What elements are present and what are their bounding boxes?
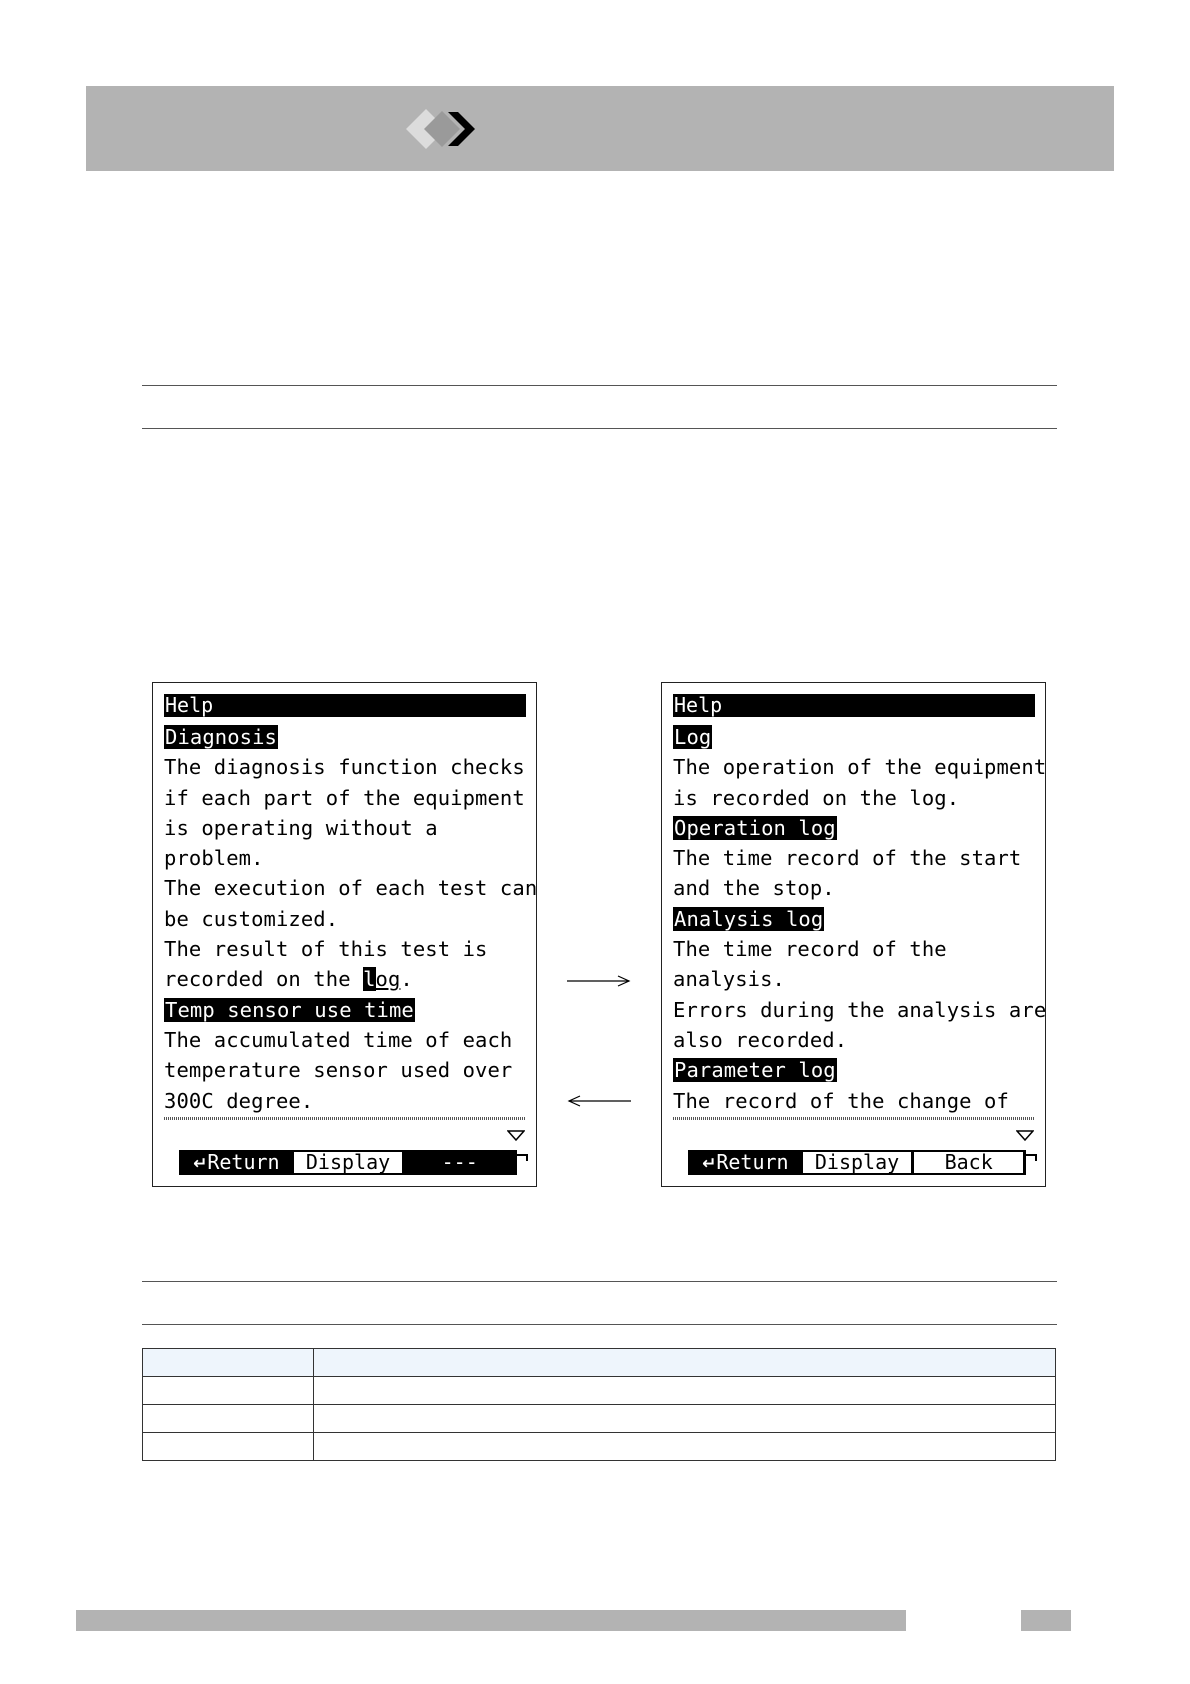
triangle-down-icon[interactable] <box>1016 1130 1034 1142</box>
softkey-bar <box>688 1150 1026 1175</box>
lcd-topic-heading: Log <box>674 725 712 749</box>
lcd-topic-heading: Operation log <box>674 815 836 840</box>
lcd-topic-heading: Analysis log <box>674 906 824 931</box>
softkey-label: Display <box>305 1150 391 1174</box>
section-rule-top-1 <box>142 385 1057 386</box>
lcd-screen-diagnosis-help <box>152 682 537 1187</box>
lcd-text-line <box>164 843 537 873</box>
lcd-text-line <box>164 783 537 813</box>
lcd-text-line <box>673 995 1046 1025</box>
lcd-text-line <box>673 904 1046 934</box>
table-cell <box>143 1405 314 1433</box>
lcd-text-line <box>164 1025 537 1055</box>
lcd-text: The operation of the equipment <box>673 755 1047 780</box>
lcd-text: is operating without a <box>164 815 438 840</box>
arrow-right-icon <box>566 974 632 988</box>
lcd-text-line <box>164 1055 537 1085</box>
lcd-text-line <box>673 1055 1046 1085</box>
softkey-display-button[interactable] <box>803 1152 912 1173</box>
lcd-text-line <box>164 752 537 782</box>
table-header-cell <box>143 1349 314 1377</box>
lcd-text: also recorded. <box>673 1027 848 1052</box>
lcd-text: Errors during the analysis are <box>673 997 1047 1022</box>
lcd-text-line <box>164 873 537 903</box>
lcd-text-line <box>673 873 1046 903</box>
softkey-bar <box>179 1150 517 1175</box>
lcd-text-line <box>164 813 537 843</box>
lcd-text: The diagnosis function checks <box>164 755 525 780</box>
lcd-topic-heading: Diagnosis <box>165 725 277 749</box>
softkey-label: Back <box>944 1150 993 1174</box>
lcd-text-line <box>673 964 1046 994</box>
lcd-text-area <box>164 722 537 1116</box>
lcd-text: The accumulated time of each <box>164 1027 513 1052</box>
lcd-cursor[interactable]: l <box>363 967 376 992</box>
softkey-display-button[interactable] <box>294 1152 403 1173</box>
softkey-back-button[interactable] <box>914 1152 1023 1173</box>
lcd-text: 300C degree. <box>164 1088 314 1113</box>
table-header-row <box>143 1349 1056 1377</box>
lcd-topic-heading: Parameter log <box>674 1058 836 1083</box>
lcd-text: if each part of the equipment <box>164 785 525 810</box>
lcd-text-line <box>164 722 537 752</box>
section-rule-top-2 <box>142 428 1057 429</box>
triangle-down-icon[interactable] <box>507 1130 525 1142</box>
softkey-label: Return <box>716 1150 789 1174</box>
lcd-text-line <box>673 722 1046 752</box>
softkey-return-button[interactable] <box>182 1152 291 1173</box>
lcd-divider <box>164 1117 526 1120</box>
lcd-text-line <box>164 904 537 934</box>
softbar-corner <box>514 1153 528 1169</box>
lcd-screen-log-help <box>661 682 1046 1187</box>
doc-table <box>142 1348 1056 1461</box>
lcd-text: analysis. <box>673 967 785 992</box>
lcd-text-line <box>164 964 537 994</box>
lcd-title-bar: Help <box>164 694 526 717</box>
lcd-text-line <box>673 783 1046 813</box>
lcd-text-line <box>673 752 1046 782</box>
table-header-cell <box>314 1349 1056 1377</box>
lcd-text-line <box>673 1025 1046 1055</box>
header-band <box>86 86 1114 171</box>
footer-page-tab <box>1021 1610 1071 1631</box>
lcd-topic-heading: Temp sensor use time <box>165 997 414 1022</box>
section-rule-bottom-2 <box>142 1324 1057 1325</box>
table-row <box>143 1433 1056 1461</box>
return-icon: ↵ <box>193 1154 208 1174</box>
lcd-text: problem. <box>164 846 264 871</box>
softkey-return-button[interactable] <box>691 1152 800 1173</box>
lcd-text: The time record of the <box>673 937 947 962</box>
table-cell <box>143 1377 314 1405</box>
lcd-text: The execution of each test can <box>164 876 538 901</box>
lcd-text-line <box>164 934 537 964</box>
softbar-corner <box>1023 1153 1037 1169</box>
lcd-link-text: og <box>375 967 401 992</box>
table-cell <box>143 1433 314 1461</box>
table-cell <box>314 1377 1056 1405</box>
section-rule-bottom-1 <box>142 1281 1057 1282</box>
softkey-label: --- <box>441 1150 478 1174</box>
table-row <box>143 1405 1056 1433</box>
lcd-text-line <box>673 934 1046 964</box>
lcd-text-line <box>673 843 1046 873</box>
footer-bar <box>76 1610 906 1631</box>
lcd-text: be customized. <box>164 906 339 931</box>
lcd-divider <box>673 1117 1035 1120</box>
lcd-text: and the stop. <box>673 876 835 901</box>
lcd-text-line <box>673 813 1046 843</box>
lcd-text: The record of the change of <box>673 1088 1009 1113</box>
lcd-text: The result of this test is <box>164 937 488 962</box>
softkey-blank-button[interactable] <box>405 1152 514 1173</box>
softkey-label: Return <box>207 1150 280 1174</box>
lcd-text: is recorded on the log. <box>673 785 960 810</box>
table-cell <box>314 1405 1056 1433</box>
table-row <box>143 1377 1056 1405</box>
lcd-text: temperature sensor used over <box>164 1058 513 1083</box>
lcd-title-bar: Help <box>673 694 1035 717</box>
lcd-text-area <box>673 722 1046 1116</box>
return-icon: ↵ <box>702 1154 717 1174</box>
lcd-text: . <box>400 967 413 992</box>
lcd-text: The time record of the start <box>673 846 1022 871</box>
lcd-text: recorded on the <box>164 967 364 992</box>
arrow-left-icon <box>566 1094 632 1108</box>
diamond-chevrons-icon <box>404 104 494 154</box>
lcd-text-line <box>164 995 537 1025</box>
lcd-text-line <box>673 1086 1046 1116</box>
table-cell <box>314 1433 1056 1461</box>
softkey-label: Display <box>814 1150 900 1174</box>
lcd-text-line <box>164 1086 537 1116</box>
